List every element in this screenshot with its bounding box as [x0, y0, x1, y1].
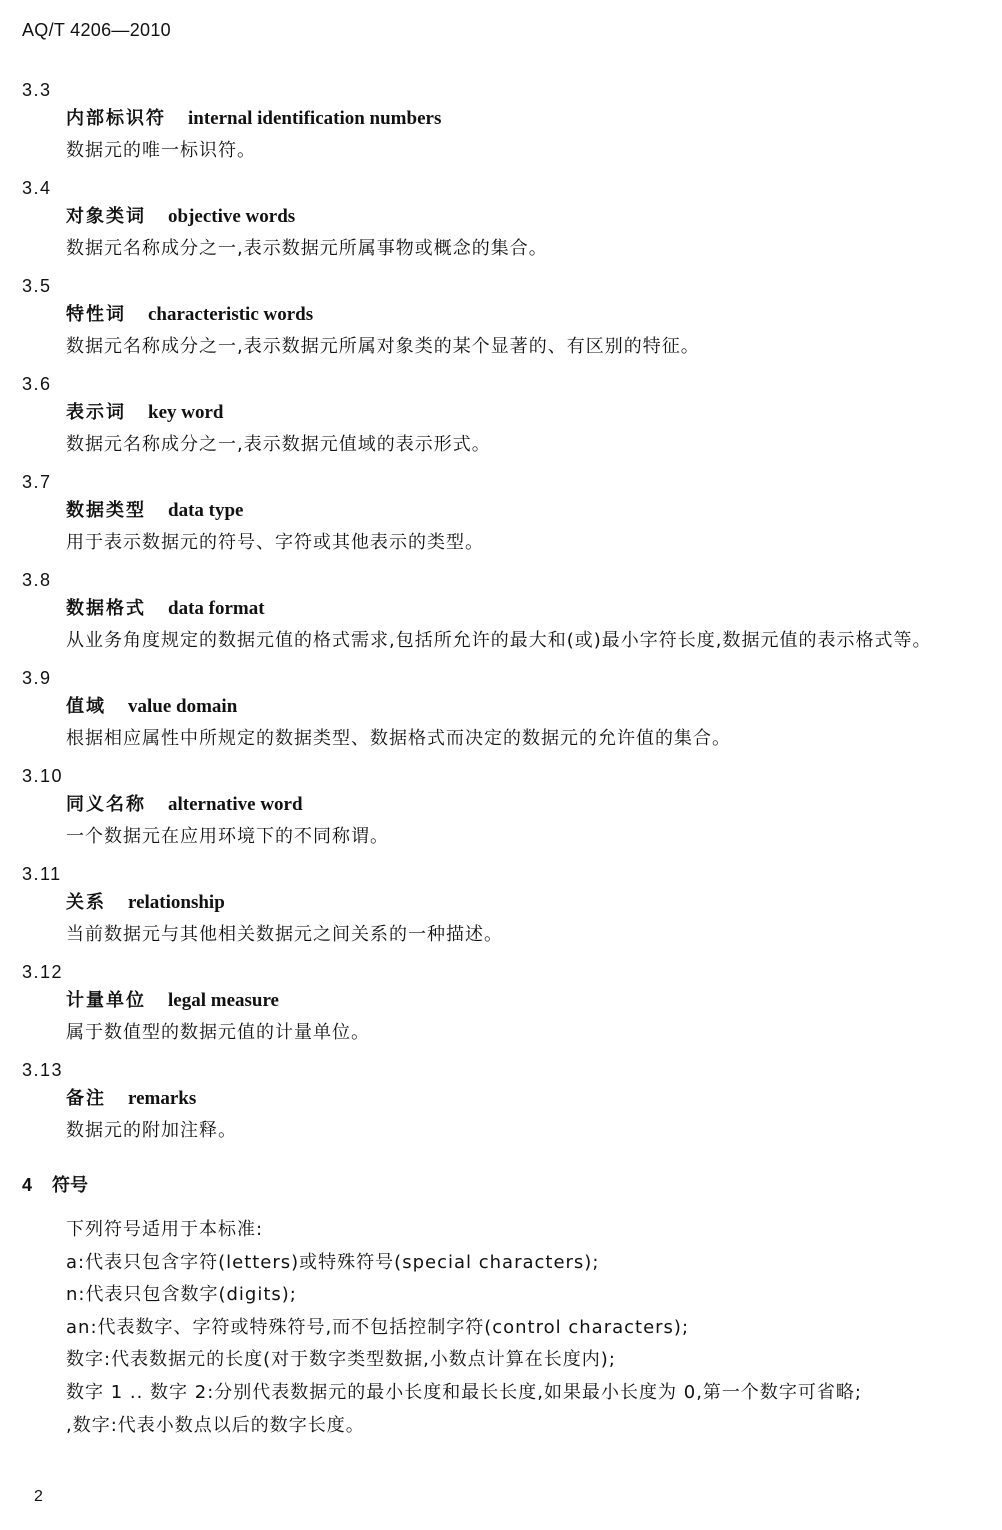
term-clause: [22, 960, 982, 1049]
term-clause: [22, 274, 982, 363]
term-heading: [22, 592, 982, 625]
term-english: legal measure: [168, 990, 279, 1011]
symbol-definition-line: n:代表只包含数字(digits);: [66, 1284, 297, 1306]
clause-number: 3.3: [22, 80, 52, 100]
term-heading: [22, 690, 982, 723]
symbol-definition-line: 数字:代表数据元的长度(对于数字类型数据,小数点计算在长度内);: [66, 1349, 616, 1371]
section-4-heading: 符号: [52, 1175, 89, 1196]
symbols-list: [22, 1214, 982, 1442]
term-clause: [22, 470, 982, 559]
term-clause: [22, 372, 982, 461]
section-4-number: 4: [22, 1175, 33, 1195]
term-chinese: 备注: [66, 1088, 106, 1109]
term-english: internal identification numbers: [188, 108, 442, 129]
term-heading: [22, 200, 982, 233]
term-chinese: 表示词: [66, 402, 126, 423]
term-chinese: 内部标识符: [66, 108, 166, 129]
term-chinese: 特性词: [66, 304, 126, 325]
clause-number: 3.4: [22, 178, 52, 198]
term-definition: 从业务角度规定的数据元值的格式需求,包括所允许的最大和(或)最小字符长度,数据元值的表示格式等。: [66, 630, 932, 651]
term-english: key word: [148, 402, 224, 423]
term-heading: [22, 1082, 982, 1115]
term-chinese: 值域: [66, 696, 106, 717]
symbol-definition-line: ,数字:代表小数点以后的数字长度。: [66, 1414, 365, 1436]
symbol-definition-line: 下列符号适用于本标准:: [66, 1219, 264, 1240]
term-definition: 数据元名称成分之一,表示数据元所属对象类的某个显著的、有区别的特征。: [66, 336, 700, 357]
term-definition: 数据元名称成分之一,表示数据元值域的表示形式。: [66, 434, 491, 455]
clause-number: 3.13: [22, 1060, 64, 1080]
term-chinese: 同义名称: [66, 794, 146, 815]
term-chinese: 数据类型: [66, 500, 146, 521]
term-clause: [22, 176, 982, 265]
page-body: [22, 78, 982, 1442]
clause-number: 3.11: [22, 864, 62, 884]
clause-number: 3.5: [22, 276, 52, 296]
term-clause: [22, 568, 982, 657]
term-clause: [22, 666, 982, 755]
term-heading: [22, 788, 982, 821]
term-definition: 属于数值型的数据元值的计量单位。: [66, 1022, 370, 1043]
term-chinese: 关系: [66, 892, 106, 913]
term-heading: [22, 984, 982, 1017]
term-heading: [22, 298, 982, 331]
clause-number: 3.9: [22, 668, 52, 688]
term-heading: [22, 396, 982, 429]
term-heading: [22, 102, 982, 135]
term-definition: 数据元的唯一标识符。: [66, 140, 256, 161]
term-clause: [22, 78, 982, 167]
term-english: objective words: [168, 206, 296, 227]
term-english: value domain: [128, 696, 238, 717]
term-definition: 数据元的附加注释。: [66, 1120, 237, 1141]
term-heading: [22, 494, 982, 527]
term-chinese: 对象类词: [66, 206, 146, 227]
document-header-id: AQ/T 4206—2010: [22, 20, 171, 40]
term-definition: 根据相应属性中所规定的数据类型、数据格式而决定的数据元的允许值的集合。: [66, 728, 731, 749]
page-number: 2: [34, 1488, 43, 1505]
term-english: alternative word: [168, 794, 303, 815]
term-english: data type: [168, 500, 244, 521]
clause-number: 3.10: [22, 766, 64, 786]
symbol-definition-line: a:代表只包含字符(letters)或特殊符号(special characters);: [66, 1251, 600, 1273]
term-definition: 用于表示数据元的符号、字符或其他表示的类型。: [66, 532, 484, 553]
section-4-title: [22, 1165, 982, 1206]
term-english: remarks: [128, 1088, 197, 1109]
clause-number: 3.8: [22, 570, 52, 590]
term-english: relationship: [128, 892, 225, 913]
term-chinese: 计量单位: [66, 990, 146, 1011]
term-chinese: 数据格式: [66, 598, 146, 619]
term-definition: 一个数据元在应用环境下的不同称谓。: [66, 826, 389, 847]
term-definition: 当前数据元与其他相关数据元之间关系的一种描述。: [66, 924, 503, 945]
clause-number: 3.12: [22, 962, 64, 982]
clause-number: 3.7: [22, 472, 52, 492]
term-clause: [22, 764, 982, 853]
term-english: data format: [168, 598, 265, 619]
term-clause: [22, 862, 982, 951]
symbol-definition-line: an:代表数字、字符或特殊符号,而不包括控制字符(control characters);: [66, 1316, 690, 1338]
term-clause: [22, 1058, 982, 1147]
clause-number: 3.6: [22, 374, 52, 394]
term-heading: [22, 886, 982, 919]
term-english: characteristic words: [148, 304, 314, 325]
term-definition: 数据元名称成分之一,表示数据元所属事物或概念的集合。: [66, 238, 548, 259]
terms-clauses: [22, 78, 982, 1147]
symbol-definition-line: 数字 1 .. 数字 2:分别代表数据元的最小长度和最长长度,如果最小长度为 0,第一个数字可省略;: [66, 1381, 862, 1403]
